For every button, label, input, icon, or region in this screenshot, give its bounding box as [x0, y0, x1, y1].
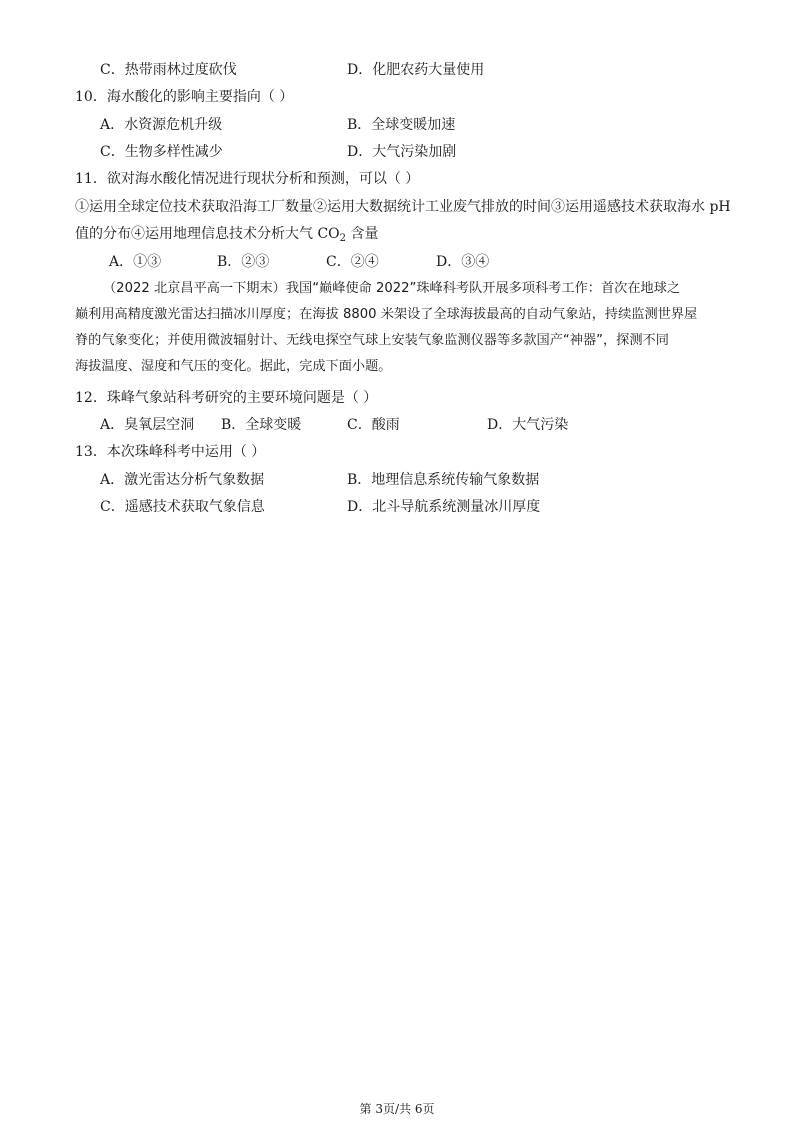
q10-option-b: B．全球变暖加速: [347, 117, 456, 133]
q13-option-d: D．北斗导航系统测量冰川厚度: [347, 499, 541, 515]
q13-option-b: B．地理信息系统传输气象数据: [347, 472, 540, 488]
passage-line2: 巅利用高精度激光雷达扫描冰川厚度；在海拔 8800 米架设了全球海拔最高的自动气象站，持续监测世界屋: [75, 307, 698, 322]
q11-option-d: D．③④: [436, 254, 490, 270]
q9-option-d: D．化肥农药大量使用: [347, 62, 485, 78]
q10-stem: 10．海水酸化的影响主要指向（ ）: [75, 89, 294, 105]
q11-statements-line1: ①运用全球定位技术获取沿海工厂数量②运用大数据统计工业废气排放的时间③运用遥感技术获取海水 pH: [75, 199, 731, 215]
passage-line1: （2022 北京昌平高一下期末）我国“巅峰使命 2022”珠峰科考队开展多项科考工作：首次在地球之: [103, 281, 681, 296]
q10-option-d: D．大气污染加剧: [347, 144, 457, 160]
q11-statements-line2-end: 含量: [346, 226, 379, 242]
passage-line4: 海拔温度、湿度和气压的变化。据此，完成下面小题。: [75, 359, 392, 374]
q12-option-b: B．全球变暖: [221, 417, 302, 433]
q13-option-c: C．遥感技术获取气象信息: [100, 499, 265, 515]
q9-option-c: C．热带雨林过度砍伐: [100, 62, 237, 78]
passage-line3: 脊的气象变化；并使用微波辐射计、无线电探空气球上安装气象监测仪器等多款国产“神器”，探测不同: [75, 333, 669, 348]
q12-option-a: A．臭氧层空洞: [100, 417, 195, 433]
page-number: 第 3页/共 6页: [359, 1102, 435, 1116]
q11-stem: 11．欲对海水酸化情况进行现状分析和预测，可以（ ）: [75, 171, 420, 187]
q11-statements-line2: [75, 225, 378, 243]
q11-option-a: A．①③: [109, 254, 162, 270]
q11-statements-line2-text: 值的分布④运用地理信息技术分析大气 CO: [75, 226, 340, 242]
q10-option-a: A．水资源危机升级: [100, 117, 223, 133]
q13-stem: 13．本次珠峰科考中运用（ ）: [75, 444, 266, 460]
q11-option-b: B．②③: [217, 254, 270, 270]
q12-stem: 12．珠峰气象站科考研究的主要环境问题是（ ）: [75, 390, 378, 406]
q12-option-d: D．大气污染: [487, 417, 569, 433]
q12-option-c: C．酸雨: [347, 417, 400, 433]
co2-subscript: 2: [339, 233, 347, 244]
q10-option-c: C．生物多样性减少: [100, 144, 223, 160]
q13-option-a: A．激光雷达分析气象数据: [100, 472, 265, 488]
q11-option-c: C．②④: [326, 254, 379, 270]
